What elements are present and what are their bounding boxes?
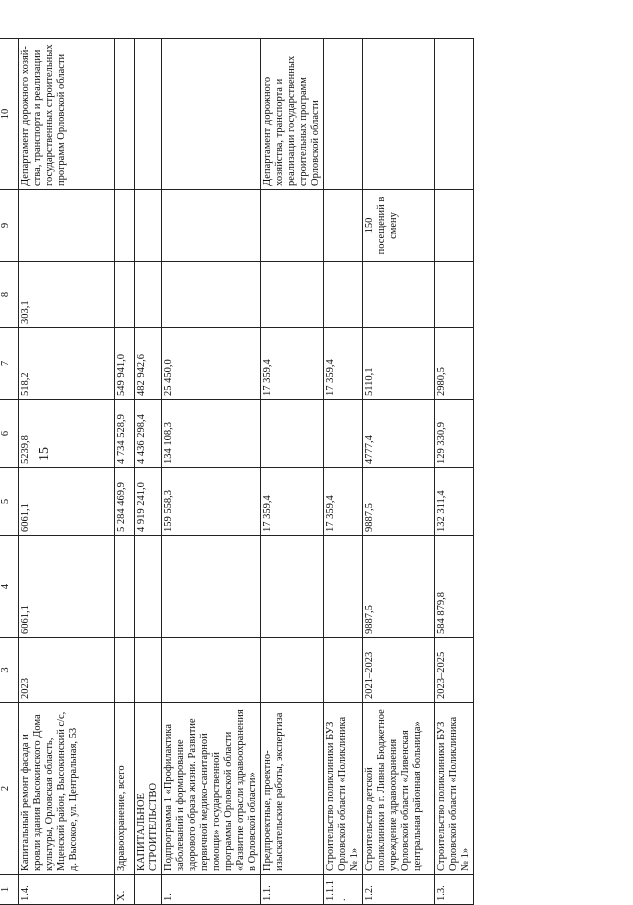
header-cell: 4	[0, 536, 19, 638]
row-years: 2023–2025	[435, 638, 474, 703]
header-cell: 7	[0, 328, 19, 400]
row-value	[115, 262, 135, 328]
row-value: 134 108,3	[162, 400, 261, 468]
row-executor	[162, 39, 261, 190]
row-years	[115, 638, 135, 703]
document-table-rotated	[0, 39, 489, 905]
row-executor: Департамент дорожного хозяйства, транспорта и реализации государственных строительных программ Орловской области	[261, 39, 324, 190]
row-value	[435, 262, 474, 328]
header-cell: 10	[0, 39, 19, 190]
row-value: 303,1	[19, 262, 115, 328]
header-cell: 3	[0, 638, 19, 703]
row-executor	[115, 39, 135, 190]
row-years	[261, 638, 324, 703]
row-capacity	[162, 190, 261, 262]
row-years	[162, 638, 261, 703]
row-value	[324, 400, 363, 468]
row-capacity: 150 посещений в смену	[363, 190, 435, 262]
table-row	[135, 39, 162, 905]
row-name: Строительство детской поликлиники в г. Ливны Бюджетное учреждение здравоохранения Орловской области «Ливенская центральная районная больница»	[363, 703, 435, 875]
header-cell: 6	[0, 400, 19, 468]
row-value: 6061,1	[19, 468, 115, 536]
row-value	[363, 262, 435, 328]
row-value: 9887,5	[363, 536, 435, 638]
row-value: 584 879,8	[435, 536, 474, 638]
row-years	[135, 638, 162, 703]
row-executor	[363, 39, 435, 190]
row-value	[324, 262, 363, 328]
row-name: КАПИТАЛЬНОЕ СТРОИТЕЛЬСТВО	[135, 703, 162, 875]
data-table	[0, 38, 474, 905]
row-value	[261, 400, 324, 468]
row-years: 2023	[19, 638, 115, 703]
row-number: 1.2.	[363, 875, 435, 905]
row-number	[135, 875, 162, 905]
row-capacity	[115, 190, 135, 262]
table-row	[115, 39, 135, 905]
header-cell: 2	[0, 703, 19, 875]
row-value: 17 359,4	[261, 328, 324, 400]
row-number: 1.4.	[19, 875, 115, 905]
row-value: 5110,1	[363, 328, 435, 400]
header-cell: 9	[0, 190, 19, 262]
row-value	[135, 536, 162, 638]
table-row	[261, 39, 324, 905]
row-value: 4 919 241,0	[135, 468, 162, 536]
row-value	[135, 262, 162, 328]
row-name: Капитальный ремонт фасада и кровли здания Высокинского Дома культуры, Орловская область, Мценский район, Высокинский с/с, д. Высокое, ул. Центральная, 53	[19, 703, 115, 875]
row-capacity	[19, 190, 115, 262]
row-number: 1.1.	[261, 875, 324, 905]
header-cell: 8	[0, 262, 19, 328]
row-executor: Департамент дорожного хозяй-ства, транспорта и реализации государственных строительных программ Орловской области	[19, 39, 115, 190]
row-value	[261, 262, 324, 328]
row-value: 6061,1	[19, 536, 115, 638]
row-value: 518,2	[19, 328, 115, 400]
row-name: Строительство поликлиники БУЗ Орловской области «Поликлиника № 1»	[324, 703, 363, 875]
row-value	[261, 536, 324, 638]
row-value: 549 941,0	[115, 328, 135, 400]
row-value: 132 311,4	[435, 468, 474, 536]
row-number: 1.3.	[435, 875, 474, 905]
row-number: 1.	[162, 875, 261, 905]
page-number: 15	[37, 447, 52, 461]
row-value: 4 734 528,9	[115, 400, 135, 468]
row-value: 17 359,4	[324, 468, 363, 536]
row-years: 2021–2023	[363, 638, 435, 703]
table-row	[162, 39, 261, 905]
row-value: 2980,5	[435, 328, 474, 400]
row-capacity	[435, 190, 474, 262]
row-number: X.	[115, 875, 135, 905]
row-name: Здравоохранение, всего	[115, 703, 135, 875]
row-value	[162, 536, 261, 638]
row-value: 482 942,6	[135, 328, 162, 400]
row-years	[324, 638, 363, 703]
row-value: 17 359,4	[261, 468, 324, 536]
row-executor	[324, 39, 363, 190]
row-value: 17 359,4	[324, 328, 363, 400]
row-value: 159 558,3	[162, 468, 261, 536]
header-row	[0, 39, 19, 905]
row-capacity	[261, 190, 324, 262]
table-row	[324, 39, 363, 905]
table-row	[363, 39, 435, 905]
row-value	[162, 262, 261, 328]
row-value: 5 284 469,9	[115, 468, 135, 536]
row-value: 5239,8	[19, 400, 115, 468]
row-value	[324, 536, 363, 638]
row-value: 9887,5	[363, 468, 435, 536]
table-row	[435, 39, 474, 905]
row-name: Подпрограмма 1 «Профилактика заболеваний и формирование здорового образа жизни. Развитие первичной медико-санитарной помощи» государственной программы Орловской области «Развитие отрасли здравоохранения в Орловской области»	[162, 703, 261, 875]
row-value: 4777,4	[363, 400, 435, 468]
row-value: 25 450,0	[162, 328, 261, 400]
row-executor	[435, 39, 474, 190]
table-row	[19, 39, 115, 905]
header-cell: 5	[0, 468, 19, 536]
row-capacity	[324, 190, 363, 262]
row-capacity	[135, 190, 162, 262]
row-value: 4 436 298,4	[135, 400, 162, 468]
header-cell: 1	[0, 875, 19, 905]
row-name: Предпроектные, проектно-изыскательские работы, экспертиза	[261, 703, 324, 875]
row-number: 1.1.1.	[324, 875, 363, 905]
row-value	[115, 536, 135, 638]
row-value: 129 330,9	[435, 400, 474, 468]
row-executor	[135, 39, 162, 190]
row-name: Строительство поликлиники БУЗ Орловской области «Поликлиника № 1»	[435, 703, 474, 875]
